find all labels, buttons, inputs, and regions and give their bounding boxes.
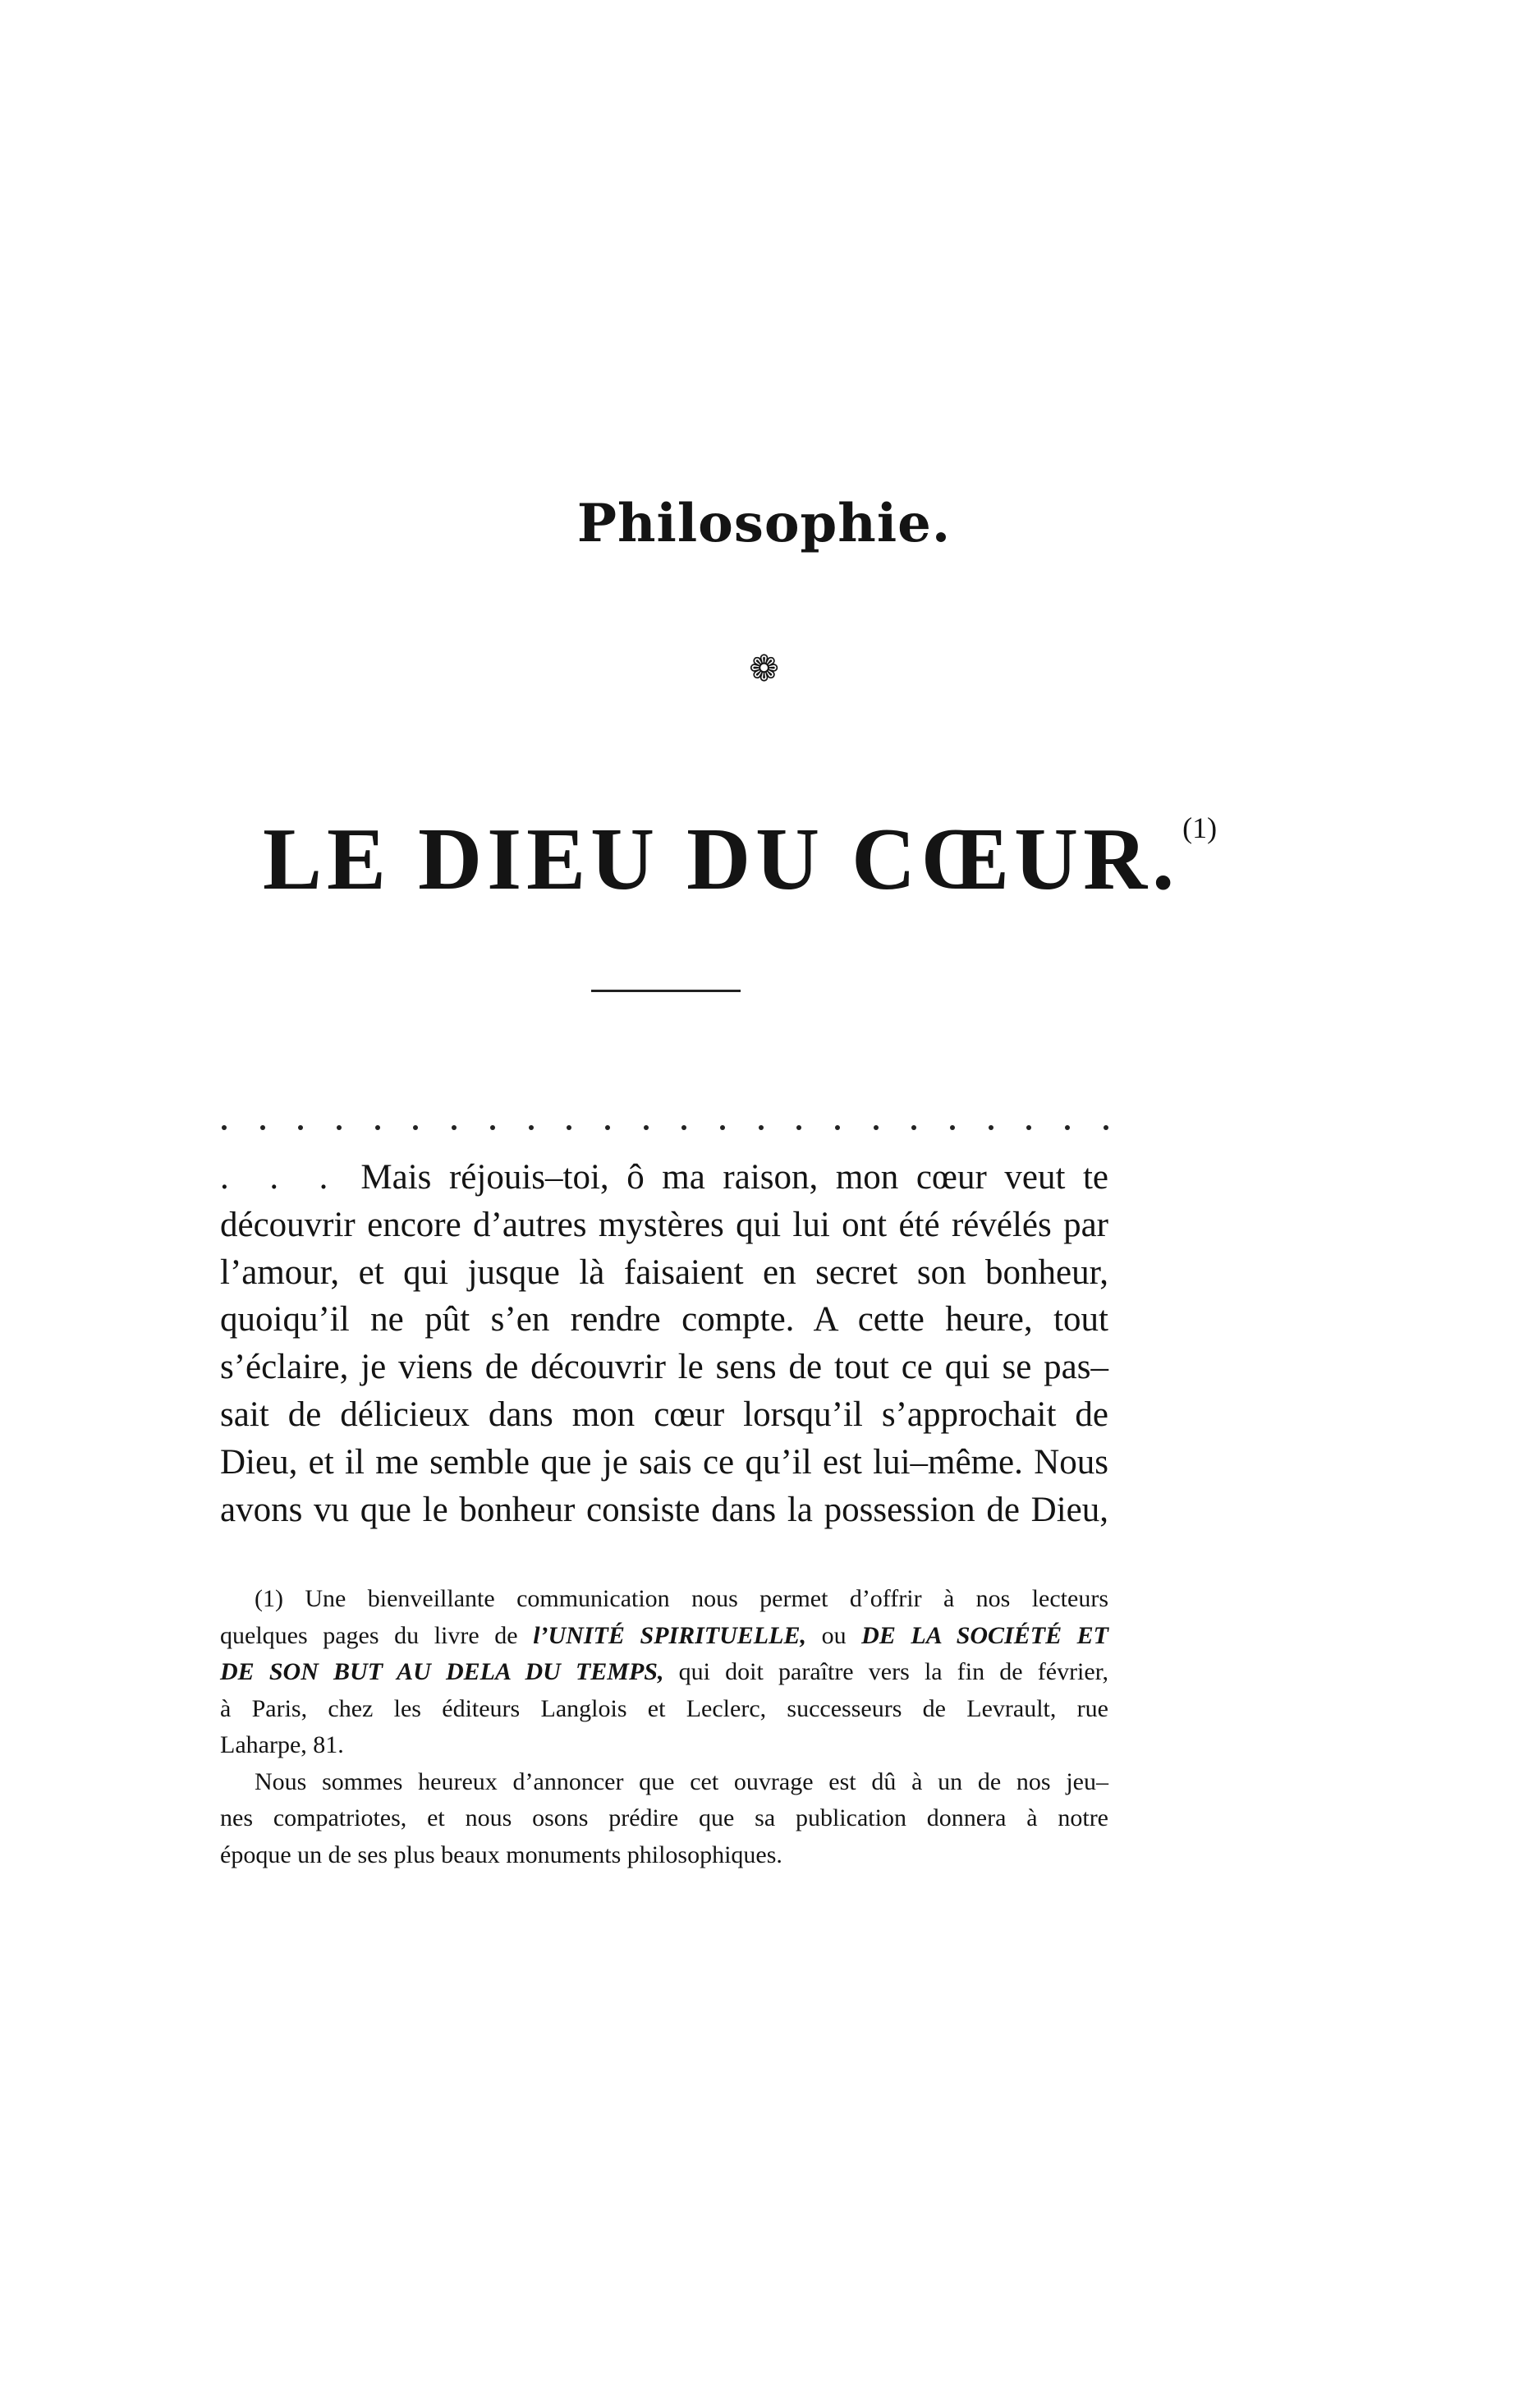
footnote-line: quelques pages du livre de l’UNITÉ SPIRITUELLE, ou DE LA SOCIÉTÉ ET [220,1621,1109,1649]
body-line: avons vu que le bonheur consiste dans la possession de Dieu, [220,1490,1108,1529]
book-title: l’UNITÉ SPIRITUELLE, [533,1621,806,1649]
footnote-line: Nous sommes heureux d’annoncer que cet ouvrage est dû à un de nos jeu– [255,1767,1108,1795]
footnote-reference: (1) [1182,811,1218,844]
book-subtitle-cont: DE SON BUT AU DELA DU TEMPS, [220,1658,664,1685]
footnote-line: Laharpe, 81. [220,1731,344,1758]
footnote-line: DE SON BUT AU DELA DU TEMPS, qui doit paraître vers la fin de février, [220,1658,1108,1685]
footnote-line: nes compatriotes, et nous osons prédire que sa publication donnera à notre [220,1804,1108,1831]
title-rule [591,990,741,992]
footnote-line: (1) Une bienveillante communication nous permet d’offrir à nos lecteurs [255,1585,1108,1612]
article-body [220,1154,1108,1533]
body-line: s’éclaire, je viens de découvrir le sens de tout ce qui se pas– [220,1348,1108,1387]
book-subtitle: DE LA SOCIÉTÉ ET [861,1621,1109,1649]
section-title: Philosophie. [576,493,952,554]
article-title [263,809,1217,911]
footnote [220,1581,1108,1873]
footnote-marker: (1) [255,1585,283,1612]
footnote-line: époque un de ses plus beaux monuments philosophiques. [220,1840,782,1868]
ellipsis-dot-row [222,1125,1108,1130]
article-title-text: LE DIEU DU CŒUR. [263,811,1180,908]
body-line: Dieu, et il me semble que je sais ce qu’il est lui–même. Nous [220,1442,1108,1482]
body-line: quoiqu’il ne pût s’en rendre compte. A cette heure, tout [220,1300,1108,1340]
lead-dots: . . . [220,1158,340,1197]
body-line: l’amour, et qui jusque là faisaient en secret son bonheur, [220,1252,1108,1292]
body-line: . . . Mais réjouis–toi, ô ma raison, mon cœur veut te [220,1158,1109,1197]
fleuron-ornament: ❁ [749,648,779,690]
footnote-line: à Paris, chez les éditeurs Langlois et Leclerc, successeurs de Levrault, rue [220,1694,1108,1722]
body-line: découvrir encore d’autres mystères qui lui ont été révélés par [220,1205,1108,1244]
body-line: sait de délicieux dans mon cœur lorsqu’il s’approchait de [220,1395,1108,1434]
